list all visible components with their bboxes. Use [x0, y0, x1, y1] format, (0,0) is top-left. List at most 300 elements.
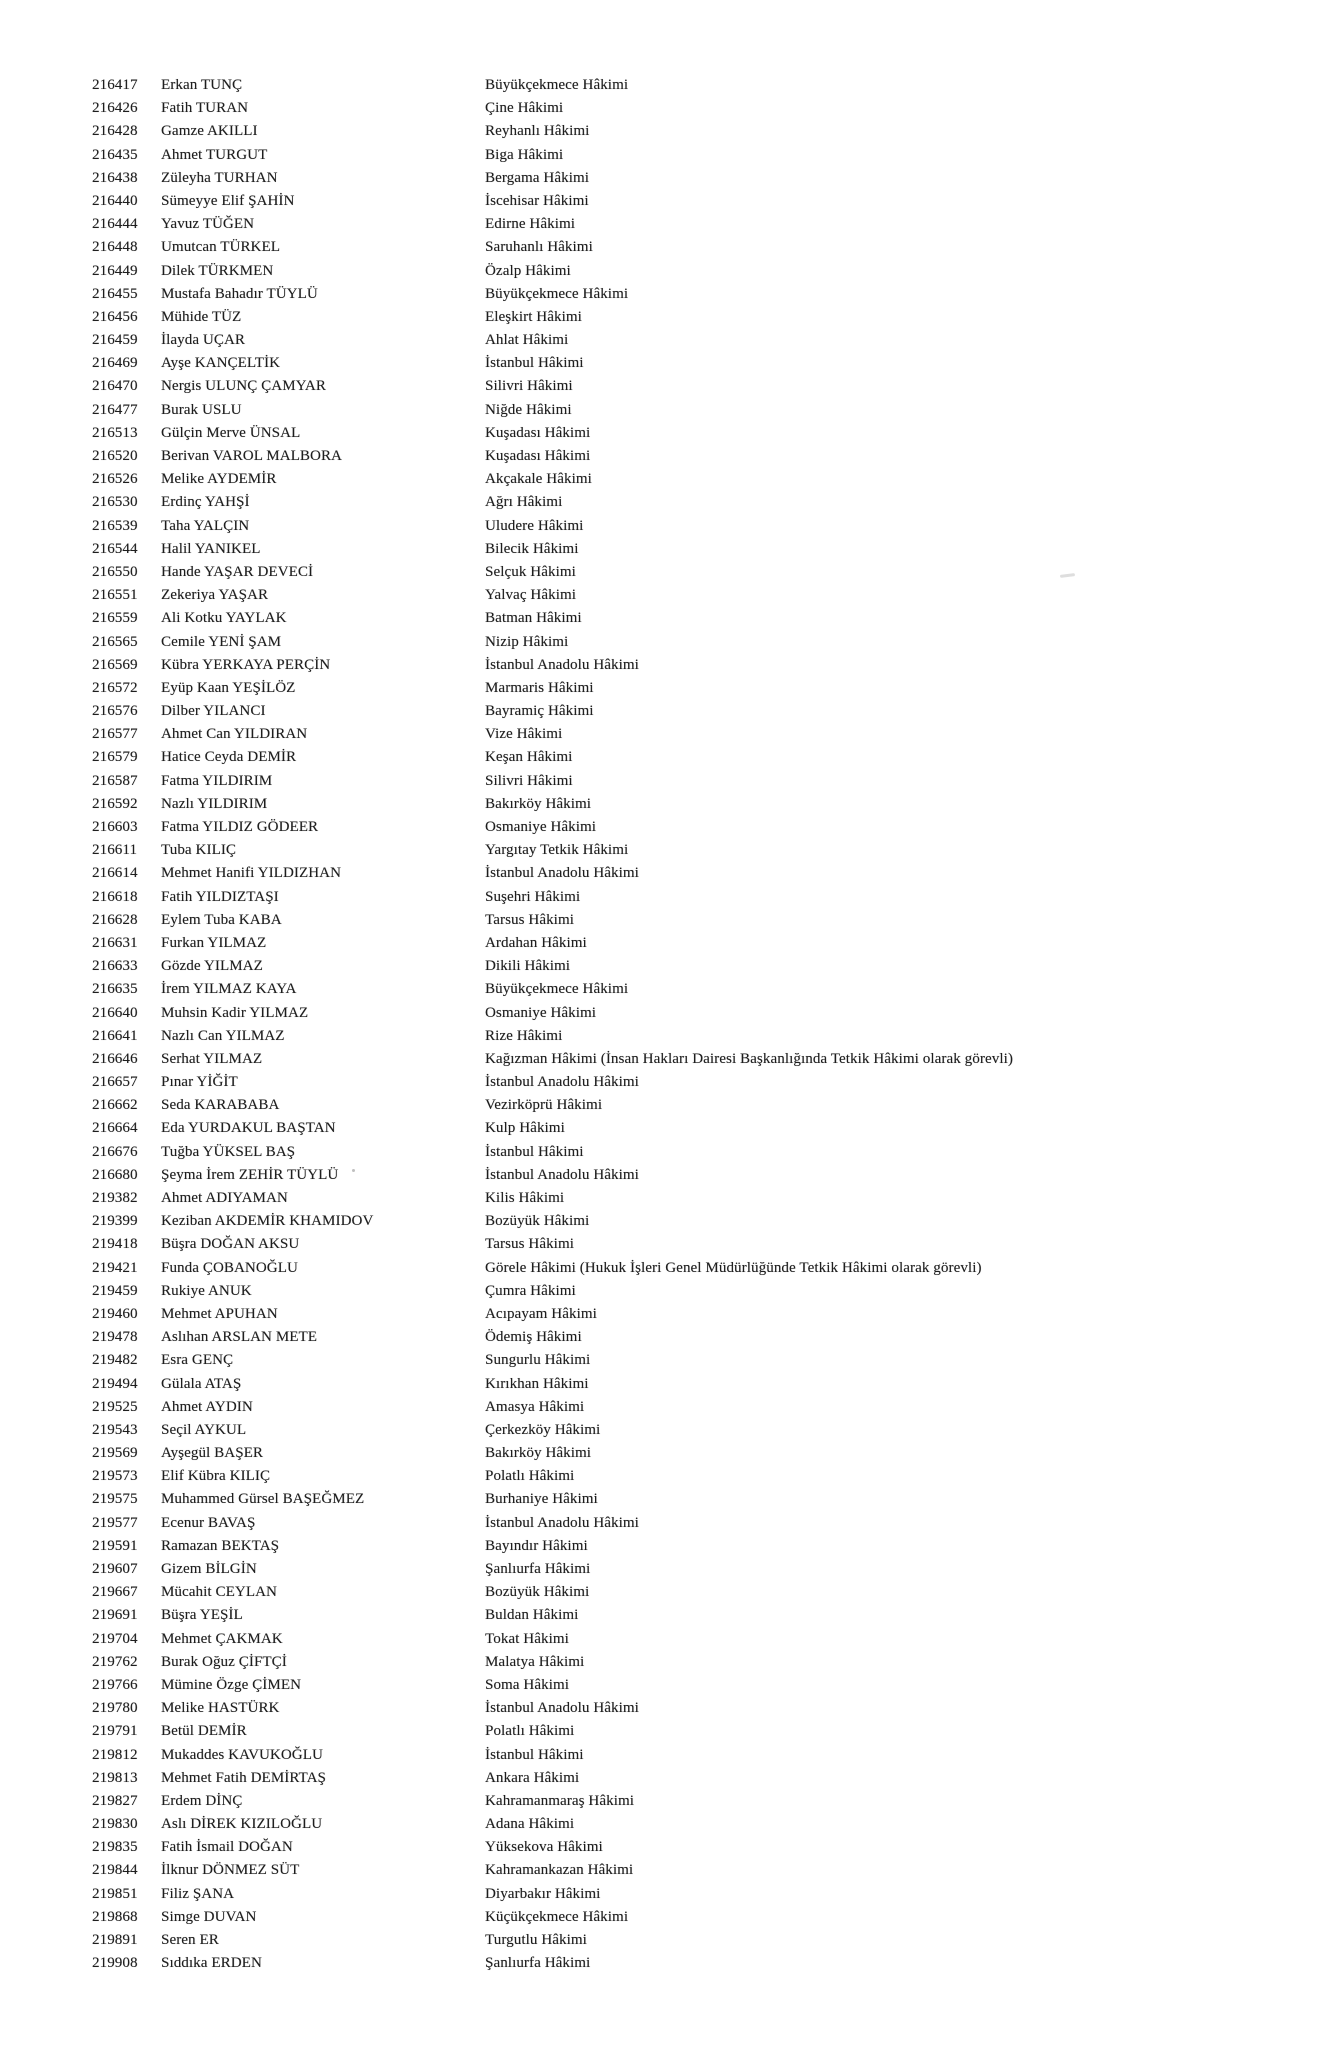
- judge-name: Cemile YENİ ŞAM: [161, 633, 282, 650]
- judge-name: Betül DEMİR: [161, 1723, 247, 1740]
- judge-name: Eyüp Kaan YEŞİLÖZ: [161, 679, 296, 696]
- duty-title: Tokat Hâkimi: [485, 1630, 569, 1647]
- duty-title: İstanbul Anadolu Hâkimi: [485, 865, 639, 882]
- judge-name: Erdem DİNÇ: [161, 1792, 243, 1809]
- judge-name: Furkan YILMAZ: [161, 934, 267, 951]
- registry-number: 219813: [92, 1769, 138, 1786]
- table-row: [0, 1094, 1335, 1117]
- duty-title: Büyükçekmece Hâkimi: [485, 77, 629, 93]
- registry-number: 219569: [92, 1445, 138, 1462]
- duty-title: Rize Hâkimi: [485, 1027, 563, 1044]
- judge-name: Nazlı Can YILMAZ: [161, 1027, 285, 1044]
- judge-name: Erkan TUNÇ: [161, 77, 243, 93]
- registry-number: 219525: [92, 1398, 138, 1415]
- judge-name: Nergis ULUNÇ ÇAMYAR: [161, 378, 326, 395]
- duty-title: Burhaniye Hâkimi: [485, 1491, 598, 1508]
- duty-title: Osmaniye Hâkimi: [485, 1004, 597, 1021]
- judge-name: Serhat YILMAZ: [161, 1050, 263, 1067]
- table-row: [0, 120, 1335, 143]
- registry-number: 216470: [92, 378, 138, 395]
- judge-name: Halil YANIKEL: [161, 540, 261, 557]
- judge-name: Dilber YILANCI: [161, 703, 266, 720]
- table-row: [0, 1373, 1335, 1396]
- judge-name: Seren ER: [161, 1932, 219, 1948]
- duty-title: Küçükçekmece Hâkimi: [485, 1908, 629, 1925]
- registry-number: 216426: [92, 100, 138, 117]
- table-row: [0, 746, 1335, 769]
- registry-number: 216628: [92, 911, 138, 928]
- table-row: [0, 1002, 1335, 1025]
- duty-title: Reyhanlı Hâkimi: [485, 123, 590, 140]
- judge-name: Gülçin Merve ÜNSAL: [161, 424, 301, 441]
- judge-name: Ayşe KANÇELTİK: [161, 355, 281, 372]
- duty-title: İstanbul Anadolu Hâkimi: [485, 656, 639, 673]
- duty-title: Özalp Hâkimi: [485, 262, 571, 279]
- registry-number: 219891: [92, 1932, 138, 1948]
- duty-title: Turgutlu Hâkimi: [485, 1932, 587, 1948]
- table-row: [0, 260, 1335, 283]
- table-row: [0, 886, 1335, 909]
- table-row: [0, 1906, 1335, 1929]
- duty-title: Suşehri Hâkimi: [485, 888, 581, 905]
- table-row: [0, 1071, 1335, 1094]
- table-row: [0, 399, 1335, 422]
- duty-title: İstanbul Anadolu Hâkimi: [485, 1166, 639, 1183]
- table-row: [0, 1697, 1335, 1720]
- duty-title: Bozüyük Hâkimi: [485, 1584, 590, 1601]
- table-row: [0, 422, 1335, 445]
- registry-number: 216614: [92, 865, 138, 882]
- table-row: [0, 1257, 1335, 1280]
- judge-name: Berivan VAROL MALBORA: [161, 448, 342, 464]
- judge-name: Büşra DOĞAN AKSU: [161, 1236, 300, 1253]
- registry-number: 216440: [92, 192, 138, 209]
- judge-name: Ahmet ADIYAMAN: [161, 1190, 288, 1206]
- duty-title: İstanbul Anadolu Hâkimi: [485, 1700, 639, 1717]
- duty-title: İstanbul Hâkimi: [485, 355, 584, 372]
- duty-title: Görele Hâkimi (Hukuk İşleri Genel Müdürlüğünde Tetkik Hâkimi olarak görevli): [485, 1259, 982, 1276]
- duty-title: Tarsus Hâkimi: [485, 1236, 574, 1253]
- duty-title: Kuşadası Hâkimi: [485, 448, 591, 464]
- judge-name: Mümine Özge ÇİMEN: [161, 1676, 302, 1693]
- registry-number: 219704: [92, 1630, 138, 1647]
- duty-title: Ağrı Hâkimi: [485, 494, 563, 511]
- judge-name: Mehmet ÇAKMAK: [161, 1630, 283, 1647]
- table-row: [0, 1048, 1335, 1071]
- duty-title: Silivri Hâkimi: [485, 772, 573, 789]
- duty-title: Batman Hâkimi: [485, 610, 582, 627]
- table-row: [0, 538, 1335, 561]
- registry-number: 219399: [92, 1213, 138, 1230]
- judge-name: Umutcan TÜRKEL: [161, 239, 281, 256]
- judge-name: Melike AYDEMİR: [161, 471, 277, 488]
- registry-number: 219607: [92, 1561, 138, 1577]
- table-row: [0, 1141, 1335, 1164]
- judge-name: Sümeyye Elif ŞAHİN: [161, 192, 295, 209]
- registry-number: 219591: [92, 1537, 138, 1554]
- duty-title: Uludere Hâkimi: [485, 517, 584, 534]
- table-row: [0, 1303, 1335, 1326]
- table-row: [0, 1349, 1335, 1372]
- registry-number: 219543: [92, 1421, 138, 1438]
- registry-number: 216520: [92, 448, 138, 464]
- registry-number: 219766: [92, 1676, 138, 1693]
- duty-title: Büyükçekmece Hâkimi: [485, 981, 629, 998]
- registry-number: 216435: [92, 146, 138, 163]
- judge-name: Yavuz TÜĞEN: [161, 216, 255, 233]
- judge-name: Seda KARABABA: [161, 1097, 280, 1114]
- duty-title: Bayındır Hâkimi: [485, 1537, 588, 1554]
- duty-title: Malatya Hâkimi: [485, 1653, 585, 1670]
- judge-name: Mustafa Bahadır TÜYLÜ: [161, 285, 318, 302]
- duty-title: Edirne Hâkimi: [485, 216, 576, 233]
- duty-title: Bayramiç Hâkimi: [485, 703, 594, 720]
- duty-title: Kahramankazan Hâkimi: [485, 1862, 634, 1879]
- registry-number: 219762: [92, 1653, 138, 1670]
- judge-name: Ayşegül BAŞER: [161, 1445, 264, 1462]
- duty-title: Kahramanmaraş Hâkimi: [485, 1792, 635, 1809]
- registry-number: 216477: [92, 401, 138, 418]
- registry-number: 219482: [92, 1352, 138, 1369]
- registry-number: 216544: [92, 540, 138, 557]
- duty-title: Eleşkirt Hâkimi: [485, 308, 582, 325]
- table-row: [0, 1187, 1335, 1210]
- judge-name: Eda YURDAKUL BAŞTAN: [161, 1120, 336, 1137]
- judge-name: Gamze AKILLI: [161, 123, 258, 140]
- registry-number: 216526: [92, 471, 138, 488]
- duty-title: Bergama Hâkimi: [485, 169, 590, 186]
- duty-title: Diyarbakır Hâkimi: [485, 1885, 601, 1902]
- table-row: [0, 1628, 1335, 1651]
- table-row: [0, 1883, 1335, 1906]
- table-row: [0, 1813, 1335, 1836]
- duty-title: Keşan Hâkimi: [485, 749, 573, 766]
- registry-number: 216633: [92, 958, 138, 975]
- judge-name: Muhsin Kadir YILMAZ: [161, 1004, 309, 1021]
- judge-name: Pınar YİĞİT: [161, 1074, 238, 1091]
- duty-title: Çerkezköy Hâkimi: [485, 1421, 601, 1438]
- judge-name: Ali Kotku YAYLAK: [161, 610, 287, 627]
- table-row: [0, 352, 1335, 375]
- judge-name: Mühide TÜZ: [161, 308, 242, 325]
- table-row: [0, 723, 1335, 746]
- table-row: [0, 1767, 1335, 1790]
- table-row: [0, 236, 1335, 259]
- registry-number: 216579: [92, 749, 138, 766]
- registry-number: 219830: [92, 1816, 138, 1833]
- table-row: [0, 631, 1335, 654]
- duty-title: İstanbul Anadolu Hâkimi: [485, 1514, 639, 1531]
- registry-number: 219844: [92, 1862, 138, 1879]
- table-row: [0, 515, 1335, 538]
- table-row: [0, 491, 1335, 514]
- duty-title: İstanbul Anadolu Hâkimi: [485, 1074, 639, 1091]
- registry-number: 219812: [92, 1746, 138, 1763]
- judge-name: Ramazan BEKTAŞ: [161, 1537, 280, 1554]
- registry-number: 216664: [92, 1120, 138, 1137]
- duty-title: Çumra Hâkimi: [485, 1282, 576, 1299]
- table-row: [0, 978, 1335, 1001]
- table-row: [0, 1512, 1335, 1535]
- judge-name: Züleyha TURHAN: [161, 169, 278, 186]
- duty-title: Büyükçekmece Hâkimi: [485, 285, 629, 302]
- duty-title: Yalvaç Hâkimi: [485, 587, 577, 604]
- judge-name: Mehmet Fatih DEMİRTAŞ: [161, 1769, 326, 1786]
- duty-title: Yargıtay Tetkik Hâkimi: [485, 842, 629, 859]
- table-row: [0, 1859, 1335, 1882]
- duty-title: Vize Hâkimi: [485, 726, 563, 743]
- table-row: [0, 445, 1335, 468]
- judge-name: İrem YILMAZ KAYA: [161, 981, 297, 998]
- table-row: [0, 1836, 1335, 1859]
- duty-title: Ankara Hâkimi: [485, 1769, 580, 1786]
- duty-title: Nizip Hâkimi: [485, 633, 569, 650]
- registry-number: 219780: [92, 1700, 138, 1717]
- judge-name: Ahmet TURGUT: [161, 146, 268, 163]
- registry-number: 216513: [92, 424, 138, 441]
- table-row: [0, 190, 1335, 213]
- table-row: [0, 283, 1335, 306]
- judge-name: Aslıhan ARSLAN METE: [161, 1329, 318, 1346]
- duty-title: Osmaniye Hâkimi: [485, 819, 597, 835]
- registry-number: 216569: [92, 656, 138, 673]
- registry-number: 216603: [92, 819, 138, 835]
- table-row: [0, 955, 1335, 978]
- judge-name: Taha YALÇIN: [161, 517, 250, 534]
- registry-number: 216559: [92, 610, 138, 627]
- judge-name: Mehmet Hanifi YILDIZHAN: [161, 865, 342, 882]
- judge-name: Büşra YEŞİL: [161, 1607, 243, 1624]
- registry-number: 216592: [92, 795, 138, 812]
- scan-artifact: [352, 1169, 355, 1172]
- table-row: [0, 909, 1335, 932]
- duty-title: Ödemiş Hâkimi: [485, 1329, 582, 1346]
- judge-name: Fatih TURAN: [161, 100, 249, 117]
- judge-name: Hatice Ceyda DEMİR: [161, 749, 297, 766]
- registry-number: 219868: [92, 1908, 138, 1925]
- judge-name: Simge DUVAN: [161, 1908, 257, 1925]
- table-row: [0, 97, 1335, 120]
- duty-title: Selçuk Hâkimi: [485, 563, 576, 580]
- duty-title: Buldan Hâkimi: [485, 1607, 579, 1624]
- registry-number: 219575: [92, 1491, 138, 1508]
- duty-title: Tarsus Hâkimi: [485, 911, 574, 928]
- judge-name: Esra GENÇ: [161, 1352, 234, 1369]
- registry-number: 216676: [92, 1143, 138, 1160]
- table-row: [0, 654, 1335, 677]
- table-row: [0, 1326, 1335, 1349]
- registry-number: 219382: [92, 1190, 138, 1206]
- judge-name: Elif Kübra KILIÇ: [161, 1468, 271, 1485]
- registry-number: 219418: [92, 1236, 138, 1253]
- table-row: [0, 1744, 1335, 1767]
- table-row: [0, 1558, 1335, 1581]
- registry-number: 216565: [92, 633, 138, 650]
- table-row: [0, 1535, 1335, 1558]
- judge-name: Zekeriya YAŞAR: [161, 587, 269, 604]
- judge-name: Fatih İsmail DOĞAN: [161, 1839, 293, 1856]
- registry-number: 219827: [92, 1792, 138, 1809]
- duty-title: Polatlı Hâkimi: [485, 1723, 575, 1740]
- table-row: [0, 1465, 1335, 1488]
- registry-number: 219835: [92, 1839, 138, 1856]
- table-row: [0, 375, 1335, 398]
- registry-number: 216469: [92, 355, 138, 372]
- registry-number: 219667: [92, 1584, 138, 1601]
- judge-name: Aslı DİREK KIZILOĞLU: [161, 1816, 323, 1833]
- judge-name: Sıddıka ERDEN: [161, 1955, 262, 1972]
- duty-title: Ardahan Hâkimi: [485, 934, 587, 951]
- duty-title: Bakırköy Hâkimi: [485, 1445, 592, 1462]
- table-row: [0, 1396, 1335, 1419]
- duty-title: Kilis Hâkimi: [485, 1190, 565, 1206]
- table-row: [0, 1164, 1335, 1187]
- duty-title: İscehisar Hâkimi: [485, 192, 589, 209]
- table-row: [0, 1929, 1335, 1952]
- registry-number: 219460: [92, 1305, 138, 1322]
- duty-title: Kırıkhan Hâkimi: [485, 1375, 589, 1392]
- judge-name: Erdinç YAHŞİ: [161, 494, 250, 511]
- registry-number: 216635: [92, 981, 138, 998]
- judge-name: Mukaddes KAVUKOĞLU: [161, 1746, 323, 1763]
- registry-number: 219494: [92, 1375, 138, 1392]
- table-row: [0, 1280, 1335, 1303]
- registry-number: 216640: [92, 1004, 138, 1021]
- duty-title: Dikili Hâkimi: [485, 958, 571, 975]
- duty-title: Çine Hâkimi: [485, 100, 564, 117]
- table-row: [0, 468, 1335, 491]
- registry-number: 216641: [92, 1027, 138, 1044]
- duty-title: Adana Hâkimi: [485, 1816, 575, 1833]
- judge-name: Fatma YILDIZ GÖDEER: [161, 819, 319, 835]
- table-row: [0, 1790, 1335, 1813]
- duty-title: Vezirköprü Hâkimi: [485, 1097, 603, 1114]
- judge-name: Gözde YILMAZ: [161, 958, 263, 975]
- registry-number: 216550: [92, 563, 138, 580]
- judge-name: Şeyma İrem ZEHİR TÜYLÜ: [161, 1166, 339, 1183]
- registry-number: 216646: [92, 1050, 138, 1067]
- registry-number: 216417: [92, 77, 138, 93]
- registry-number: 219791: [92, 1723, 138, 1740]
- duty-title: Bakırköy Hâkimi: [485, 795, 592, 812]
- judge-name: Mücahit CEYLAN: [161, 1584, 277, 1601]
- registry-number: 219691: [92, 1607, 138, 1624]
- duty-title: Kuşadası Hâkimi: [485, 424, 591, 441]
- duty-title: Marmaris Hâkimi: [485, 679, 594, 696]
- table-row: [0, 932, 1335, 955]
- duty-title: Soma Hâkimi: [485, 1676, 570, 1693]
- registry-number: 216657: [92, 1074, 138, 1091]
- duty-title: Acıpayam Hâkimi: [485, 1305, 597, 1322]
- judge-name: Rukiye ANUK: [161, 1282, 252, 1299]
- table-row: [0, 1651, 1335, 1674]
- judge-name: Eylem Tuba KABA: [161, 911, 282, 928]
- table-row: [0, 74, 1335, 97]
- table-row: [0, 1442, 1335, 1465]
- duty-title: Yüksekova Hâkimi: [485, 1839, 603, 1856]
- table-row: [0, 1419, 1335, 1442]
- registry-number: 216572: [92, 679, 138, 696]
- registry-number: 216438: [92, 169, 138, 186]
- registry-number: 216428: [92, 123, 138, 140]
- judge-name: Muhammed Gürsel BAŞEĞMEZ: [161, 1491, 365, 1508]
- registry-number: 219573: [92, 1468, 138, 1485]
- table-row: [0, 816, 1335, 839]
- duty-title: Bilecik Hâkimi: [485, 540, 579, 557]
- duty-title: Şanlıurfa Hâkimi: [485, 1955, 591, 1972]
- duty-title: Niğde Hâkimi: [485, 401, 572, 418]
- table-row: [0, 862, 1335, 885]
- judge-name: Burak USLU: [161, 401, 242, 418]
- table-row: [0, 1210, 1335, 1233]
- duty-title: Polatlı Hâkimi: [485, 1468, 575, 1485]
- table-row: [0, 1233, 1335, 1256]
- registry-number: 216631: [92, 934, 138, 951]
- registry-number: 216449: [92, 262, 138, 279]
- registry-number: 216456: [92, 308, 138, 325]
- judge-name: Keziban AKDEMİR KHAMIDOV: [161, 1213, 374, 1230]
- judge-name: İlknur DÖNMEZ SÜT: [161, 1862, 300, 1879]
- duty-title: Amasya Hâkimi: [485, 1398, 585, 1415]
- judge-name: Gizem BİLGİN: [161, 1561, 257, 1577]
- judge-name: Seçil AYKUL: [161, 1421, 247, 1438]
- table-row: [0, 700, 1335, 723]
- judge-name: Mehmet APUHAN: [161, 1305, 278, 1322]
- judge-name: Filiz ŞANA: [161, 1885, 235, 1902]
- table-row: [0, 167, 1335, 190]
- table-row: [0, 677, 1335, 700]
- judge-name: Nazlı YILDIRIM: [161, 795, 268, 812]
- judge-name: Fatma YILDIRIM: [161, 772, 273, 789]
- registry-number: 216551: [92, 587, 138, 604]
- table-row: [0, 793, 1335, 816]
- registry-number: 216680: [92, 1166, 138, 1183]
- judge-list-page: [0, 74, 1335, 1975]
- table-row: [0, 1674, 1335, 1697]
- registry-number: 216444: [92, 216, 138, 233]
- table-row: [0, 1581, 1335, 1604]
- judge-name: Hande YAŞAR DEVECİ: [161, 563, 314, 580]
- registry-number: 216448: [92, 239, 138, 256]
- registry-number: 219459: [92, 1282, 138, 1299]
- judge-name: Ahmet Can YILDIRAN: [161, 726, 308, 743]
- duty-title: İstanbul Hâkimi: [485, 1746, 584, 1763]
- duty-title: Silivri Hâkimi: [485, 378, 573, 395]
- judge-name: Ahmet AYDIN: [161, 1398, 253, 1415]
- registry-number: 216539: [92, 517, 138, 534]
- table-row: [0, 770, 1335, 793]
- table-row: [0, 1488, 1335, 1511]
- table-row: [0, 584, 1335, 607]
- duty-title: Şanlıurfa Hâkimi: [485, 1561, 591, 1577]
- judge-name: Gülala ATAŞ: [161, 1375, 242, 1392]
- registry-number: 216577: [92, 726, 138, 743]
- registry-number: 216618: [92, 888, 138, 905]
- judge-name: Kübra YERKAYA PERÇİN: [161, 656, 331, 673]
- registry-number: 219478: [92, 1329, 138, 1346]
- registry-number: 219851: [92, 1885, 138, 1902]
- judge-list: [0, 74, 1335, 1975]
- table-row: [0, 561, 1335, 584]
- judge-name: Funda ÇOBANOĞLU: [161, 1259, 298, 1276]
- judge-name: Melike HASTÜRK: [161, 1700, 280, 1717]
- judge-name: Ecenur BAVAŞ: [161, 1514, 256, 1531]
- registry-number: 216459: [92, 332, 138, 349]
- duty-title: Akçakale Hâkimi: [485, 471, 592, 488]
- duty-title: Bozüyük Hâkimi: [485, 1213, 590, 1230]
- registry-number: 216576: [92, 703, 138, 720]
- table-row: [0, 1604, 1335, 1627]
